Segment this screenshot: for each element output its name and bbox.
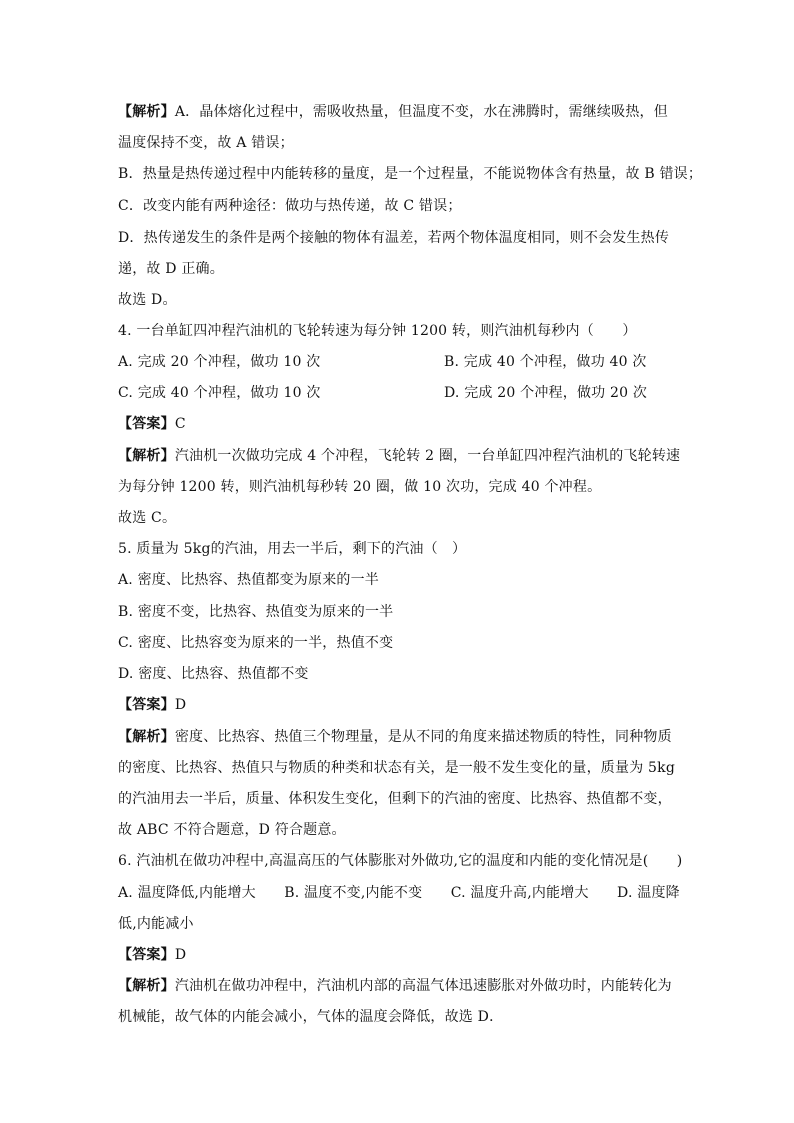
question-4-option-d: D. 完成 20 个冲程，做功 20 次 [444,385,648,401]
analysis-tag: 【解析】 [118,104,175,120]
analysis-text: 汽油机在做功冲程中，汽油机内部的高温气体迅速膨胀对外做功时，内能转化为 [174,978,672,994]
question-4-stem: 4. 一台单缸四冲程汽油机的飞轮转速为每分钟 1200 转，则汽油机每秒内（ ） [118,323,637,339]
question-5-option-a: A. 密度、比热容、热值都变为原来的一半 [118,572,380,588]
question-4-analysis-line [118,446,680,466]
analysis-line: D．热传递发生的条件是两个接触的物体有温差，若两个物体温度相同，则不会发生热传 [118,230,670,246]
question-6-analysis-line [118,976,672,996]
question-6-options: A. 温度降低,内能增大 B. 温度不变,内能不变 C. 温度升高,内能增大 D. 温度降 [118,885,680,901]
question-4-option-a: A. 完成 20 个冲程，做功 10 次 [118,354,321,370]
analysis-text: A．晶体熔化过程中，需吸收热量，但温度不变，水在沸腾时，需继续吸热，但 [174,104,668,120]
question-5-option-d: D. 密度、比热容、热值都不变 [118,666,309,682]
question-4-analysis-line: 为每分钟 1200 转，则汽油机每秒转 20 圈，做 10 次功，完成 40 个冲程。 [118,479,602,495]
analysis-line: 递，故 D 正确。 [118,261,224,277]
answer-tag: 【答案】 [118,416,175,432]
question-4-option-b: B. 完成 40 个冲程，做功 40 次 [444,354,647,370]
analysis-line: 故选 D。 [118,292,177,308]
question-5-stem: 5. 质量为 5kg的汽油，用去一半后，剩下的汽油（ ） [118,541,467,557]
analysis-tag: 【解析】 [118,978,175,994]
answer-tag: 【答案】 [118,697,175,713]
analysis-text: 密度、比热容、热值三个物理量，是从不同的角度来描述物质的特性，同种物质 [174,729,672,745]
question-6-stem: 6. 汽油机在做功冲程中,高温高压的气体膨胀对外做功,它的温度和内能的变化情况是( ) [118,853,683,869]
analysis-text: 汽油机一次做功完成 4 个冲程，飞轮转 2 圈，一台单缸四冲程汽油机的飞轮转速 [174,448,681,464]
question-6-analysis-line: 机械能，故气体的内能会减小，气体的温度会降低，故选 D． [118,1009,504,1025]
question-6-options-cont: 低,内能减小 [118,916,194,932]
analysis-line: 温度保持不变，故 A 错误； [118,135,294,151]
question-4-answer [118,414,186,434]
question-4-analysis-line: 故选 C。 [118,510,177,526]
answer-tag: 【答案】 [118,947,175,963]
question-5-analysis-line: 的密度、比热容、热值只与物质的种类和状态有关，是一般不发生变化的量，质量为 5kg [118,760,676,776]
question-5-answer [118,695,186,715]
question-4-option-c: C. 完成 40 个冲程，做功 10 次 [118,385,321,401]
analysis-tag: 【解析】 [118,729,175,745]
analysis-line: C．改变内能有两种途径：做功与热传递，故 C 错误； [118,198,462,214]
answer-value: C [174,416,186,432]
question-5-analysis-line [118,727,672,747]
question-5-analysis-line: 故 ABC 不符合题意，D 符合题意。 [118,822,346,838]
analysis-line [118,102,668,122]
analysis-tag: 【解析】 [118,448,175,464]
answer-value: D [174,697,187,713]
question-5-analysis-line: 的汽油用去一半后，质量、体积发生变化，但剩下的汽油的密度、比热容、热值都不变， [118,791,672,807]
answer-value: D [174,947,187,963]
question-5-option-c: C. 密度、比热容变为原来的一半，热值不变 [118,635,394,651]
question-6-answer [118,945,186,965]
question-5-option-b: B. 密度不变，比热容、热值变为原来的一半 [118,604,394,620]
analysis-line: B．热量是热传递过程中内能转移的量度，是一个过程量，不能说物体含有热量，故 B 错误； [118,166,703,182]
